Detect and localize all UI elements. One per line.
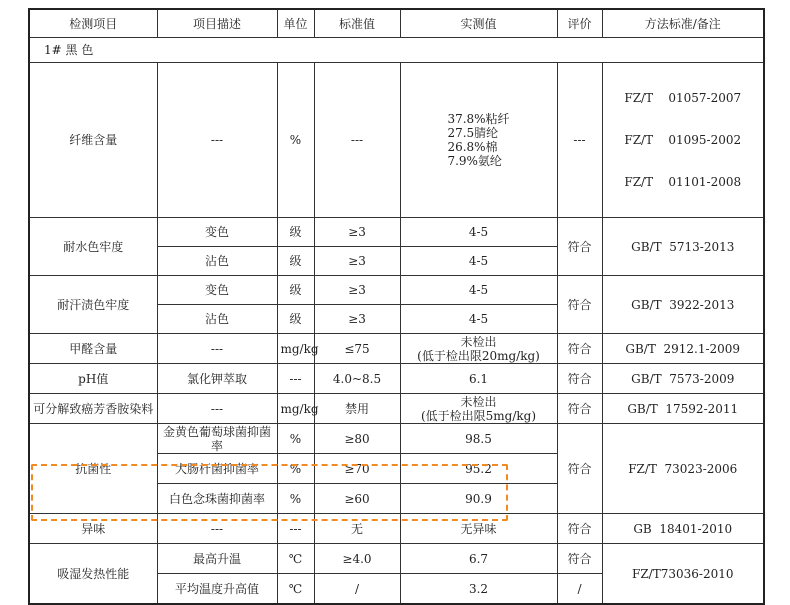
moisture-unit: ℃ bbox=[277, 544, 314, 574]
antibacterial-item: 抗菌性 bbox=[29, 424, 157, 514]
table-row bbox=[29, 424, 764, 454]
antibacterial-measured: 95.2 bbox=[400, 454, 557, 484]
odor-unit: --- bbox=[277, 514, 314, 544]
fiber-measured-line: 7.9%氨纶 bbox=[447, 154, 502, 168]
formaldehyde-measured-line: 未检出 bbox=[460, 334, 497, 349]
test-report-table bbox=[28, 8, 765, 605]
moisture-eval: / bbox=[557, 574, 602, 605]
fiber-eval: --- bbox=[557, 63, 602, 218]
sweat-unit: 级 bbox=[277, 305, 314, 334]
test-report-sheet bbox=[28, 8, 763, 596]
table-row bbox=[29, 544, 764, 574]
moisture-std: / bbox=[314, 574, 400, 605]
sweat-std: ≥3 bbox=[314, 276, 400, 305]
fiber-method-line: FZ/T 01095-2002 bbox=[624, 133, 742, 147]
odor-measured: 无异味 bbox=[400, 514, 557, 544]
fiber-method-line: FZ/T 01057-2007 bbox=[624, 91, 742, 105]
ph-method: GB/T 7573-2009 bbox=[602, 364, 764, 394]
odor-method: GB 18401-2010 bbox=[602, 514, 764, 544]
sweat-eval: 符合 bbox=[557, 276, 602, 334]
sweat-method: GB/T 3922-2013 bbox=[602, 276, 764, 334]
formaldehyde-eval: 符合 bbox=[557, 334, 602, 364]
antibacterial-unit: % bbox=[277, 484, 314, 514]
header-item: 检测项目 bbox=[29, 9, 157, 38]
table-row bbox=[29, 394, 764, 424]
water-item: 耐水色牢度 bbox=[29, 218, 157, 276]
amine-measured bbox=[400, 394, 557, 424]
amine-unit: mg/kg bbox=[277, 394, 314, 424]
amine-method: GB/T 17592-2011 bbox=[602, 394, 764, 424]
fiber-method bbox=[602, 63, 764, 218]
antibacterial-unit: % bbox=[277, 424, 314, 454]
ph-desc: 氯化钾萃取 bbox=[157, 364, 277, 394]
water-method: GB/T 5713-2013 bbox=[602, 218, 764, 276]
antibacterial-unit: % bbox=[277, 454, 314, 484]
fiber-unit: % bbox=[277, 63, 314, 218]
fiber-item: 纤维含量 bbox=[29, 63, 157, 218]
table-row bbox=[29, 514, 764, 544]
amine-desc: --- bbox=[157, 394, 277, 424]
water-measured: 4-5 bbox=[400, 247, 557, 276]
amine-measured-line: 未检出 bbox=[460, 394, 497, 409]
header-standard: 标准值 bbox=[314, 9, 400, 38]
ph-eval: 符合 bbox=[557, 364, 602, 394]
formaldehyde-measured-line: (低于检出限20mg/kg) bbox=[417, 348, 540, 363]
formaldehyde-unit: mg/kg bbox=[277, 334, 314, 364]
fiber-std: --- bbox=[314, 63, 400, 218]
moisture-method: FZ/T73036-2010 bbox=[602, 544, 764, 605]
fiber-measured-line: 37.8%粘纤 bbox=[447, 112, 510, 126]
header-evaluation: 评价 bbox=[557, 9, 602, 38]
sweat-desc: 变色 bbox=[157, 276, 277, 305]
sweat-measured: 4-5 bbox=[400, 276, 557, 305]
water-unit: 级 bbox=[277, 218, 314, 247]
antibacterial-method: FZ/T 73023-2006 bbox=[602, 424, 764, 514]
table-row bbox=[29, 63, 764, 218]
table-row bbox=[29, 276, 764, 305]
ph-item: pH值 bbox=[29, 364, 157, 394]
antibacterial-desc: 金黄色葡萄球菌抑菌率 bbox=[157, 424, 277, 454]
water-std: ≥3 bbox=[314, 218, 400, 247]
table-row bbox=[29, 364, 764, 394]
moisture-std: ≥4.0 bbox=[314, 544, 400, 574]
antibacterial-measured: 90.9 bbox=[400, 484, 557, 514]
formaldehyde-item: 甲醛含量 bbox=[29, 334, 157, 364]
moisture-measured: 3.2 bbox=[400, 574, 557, 605]
fiber-measured bbox=[400, 63, 557, 218]
sweat-std: ≥3 bbox=[314, 305, 400, 334]
water-eval: 符合 bbox=[557, 218, 602, 276]
sweat-unit: 级 bbox=[277, 276, 314, 305]
antibacterial-desc: 大肠杆菌抑菌率 bbox=[157, 454, 277, 484]
header-unit: 单位 bbox=[277, 9, 314, 38]
section-row bbox=[29, 38, 764, 63]
antibacterial-std: ≥70 bbox=[314, 454, 400, 484]
moisture-unit: ℃ bbox=[277, 574, 314, 605]
ph-measured: 6.1 bbox=[400, 364, 557, 394]
section-title: 1# 黑 色 bbox=[29, 38, 764, 63]
amine-eval: 符合 bbox=[557, 394, 602, 424]
odor-desc: --- bbox=[157, 514, 277, 544]
fiber-measured-line: 26.8%棉 bbox=[447, 140, 498, 154]
sweat-desc: 沾色 bbox=[157, 305, 277, 334]
odor-eval: 符合 bbox=[557, 514, 602, 544]
sweat-item: 耐汗渍色牢度 bbox=[29, 276, 157, 334]
header-description: 项目描述 bbox=[157, 9, 277, 38]
odor-item: 异味 bbox=[29, 514, 157, 544]
formaldehyde-std: ≤75 bbox=[314, 334, 400, 364]
ph-std: 4.0~8.5 bbox=[314, 364, 400, 394]
antibacterial-measured: 98.5 bbox=[400, 424, 557, 454]
antibacterial-eval: 符合 bbox=[557, 424, 602, 514]
antibacterial-desc: 白色念珠菌抑菌率 bbox=[157, 484, 277, 514]
table-header-row bbox=[29, 9, 764, 38]
water-measured: 4-5 bbox=[400, 218, 557, 247]
fiber-desc: --- bbox=[157, 63, 277, 218]
fiber-method-line: FZ/T 01101-2008 bbox=[624, 175, 742, 189]
moisture-desc: 平均温度升高值 bbox=[157, 574, 277, 605]
water-unit: 级 bbox=[277, 247, 314, 276]
amine-item: 可分解致癌芳香胺染料 bbox=[29, 394, 157, 424]
amine-std: 禁用 bbox=[314, 394, 400, 424]
moisture-item: 吸湿发热性能 bbox=[29, 544, 157, 605]
amine-measured-line: (低于检出限5mg/kg) bbox=[420, 408, 537, 423]
moisture-measured: 6.7 bbox=[400, 544, 557, 574]
header-method: 方法标准/备注 bbox=[602, 9, 764, 38]
odor-std: 无 bbox=[314, 514, 400, 544]
table-row bbox=[29, 334, 764, 364]
sweat-measured: 4-5 bbox=[400, 305, 557, 334]
ph-unit: --- bbox=[277, 364, 314, 394]
formaldehyde-measured bbox=[400, 334, 557, 364]
water-desc: 沾色 bbox=[157, 247, 277, 276]
antibacterial-std: ≥60 bbox=[314, 484, 400, 514]
fiber-measured-line: 27.5腈纶 bbox=[447, 126, 499, 140]
formaldehyde-desc: --- bbox=[157, 334, 277, 364]
antibacterial-std: ≥80 bbox=[314, 424, 400, 454]
table-row bbox=[29, 218, 764, 247]
water-desc: 变色 bbox=[157, 218, 277, 247]
header-measured: 实测值 bbox=[400, 9, 557, 38]
water-std: ≥3 bbox=[314, 247, 400, 276]
moisture-eval: 符合 bbox=[557, 544, 602, 574]
formaldehyde-method: GB/T 2912.1-2009 bbox=[602, 334, 764, 364]
moisture-desc: 最高升温 bbox=[157, 544, 277, 574]
